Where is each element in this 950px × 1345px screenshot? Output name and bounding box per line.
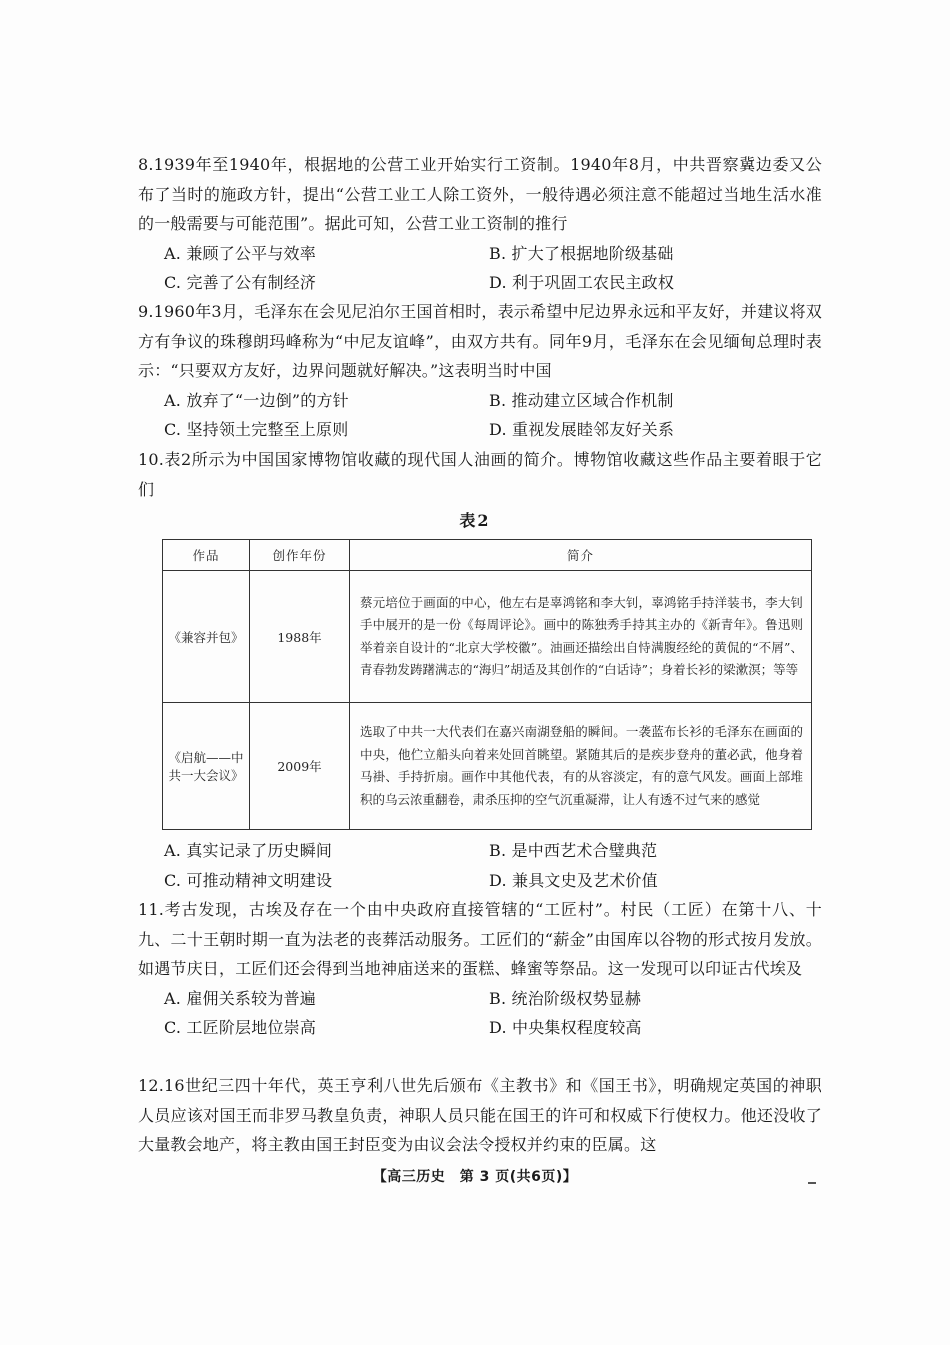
question-12	[138, 1071, 822, 1160]
option-a: A. 雇佣关系较为普遍	[164, 988, 316, 1008]
question-11-options	[138, 984, 822, 1043]
question-10-options	[138, 836, 822, 895]
option-d: D. 中央集权程度较高	[489, 1018, 642, 1037]
option-b: B. 统治阶级权势显赫	[489, 988, 642, 1008]
question-9	[138, 297, 822, 445]
option-c: C. 坚持领土完整至上原则	[164, 420, 349, 439]
question-8	[138, 150, 822, 298]
option-b: B. 是中西艺术合璧典范	[489, 841, 658, 860]
scan-mark	[808, 1182, 816, 1184]
question-10-options-block	[138, 836, 822, 895]
table-row	[163, 571, 812, 703]
option-c: C. 完善了公有制经济	[164, 273, 317, 292]
option-a: A. 放弃了“一边倒”的方针	[164, 390, 349, 410]
option-b: B. 推动建立区域合作机制	[489, 390, 674, 410]
option-d: D. 利于巩固工农民主政权	[489, 273, 675, 292]
question-10-stem: 10.表2所示为中国国家博物馆收藏的现代国人油画的简介。博物馆收藏这些作品主要着眼于它们	[138, 450, 822, 499]
option-a: A. 真实记录了历史瞬间	[164, 841, 333, 860]
header-work: 作品	[163, 540, 250, 571]
option-d: D. 兼具文史及艺术价值	[489, 870, 658, 890]
question-9-stem: 9.1960年3月，毛泽东在会见尼泊尔王国首相时，表示希望中尼边界永远和平友好，并建议将双方有争议的珠穆朗玛峰称为“中尼友谊峰”，由双方共有。同年9月，毛泽东在会见缅甸总理时表示：“只要双方友好，边界问题就好解决。”这表明当时中国	[138, 302, 822, 380]
question-11	[138, 895, 822, 1043]
cell-year: 2009年	[250, 703, 350, 830]
page-footer: 【高三历史 第 3 页(共6页)】	[372, 1169, 578, 1185]
cell-work: 《启航——中共一大会议》	[163, 703, 250, 830]
cell-work: 《兼容并包》	[163, 571, 250, 703]
question-8-options	[138, 239, 822, 298]
question-10	[138, 445, 822, 504]
table-row	[163, 703, 812, 830]
cell-intro: 选取了中共一大代表们在嘉兴南湖登船的瞬间。一袭蓝布长衫的毛泽东在画面的中央，他伫立船头向着来处回首眺望。紧随其后的是疾步登舟的董必武，他身着马褂、手持折扇。画作中其他代表，有的从容淡定，有的意气风发。画面上部堆积的乌云浓重翻卷，肃杀压抑的空气沉重凝滞，让人有透不过气来的感觉	[350, 703, 812, 830]
cell-intro: 蔡元培位于画面的中心，他左右是辜鸿铭和李大钊，辜鸿铭手持洋装书，李大钊手中展开的是一份《每周评论》。画中的陈独秀手持其主办的《新青年》。鲁迅则举着亲自设计的“北京大学校徽”。油画还描绘出自恃满腹经纶的黄侃的“不屑”、青春勃发踌躇满志的“海归”胡适及其创作的“白话诗”；身着长衫的梁漱溟；等等	[350, 571, 812, 703]
option-b: B. 扩大了根据地阶级基础	[489, 243, 674, 263]
option-c: C. 工匠阶层地位崇高	[164, 1018, 317, 1037]
table-header-row	[163, 540, 812, 571]
table-title: 表2	[459, 511, 491, 530]
option-c: C. 可推动精神文明建设	[164, 870, 333, 890]
option-d: D. 重视发展睦邻友好关系	[489, 420, 675, 439]
option-a: A. 兼顾了公平与效率	[164, 243, 316, 263]
painting-table	[162, 539, 812, 830]
question-9-options	[138, 386, 822, 445]
question-11-stem: 11.考古发现，古埃及存在一个由中央政府直接管辖的“工匠村”。村民（工匠）在第十八、十九、二十王朝时期一直为法老的丧葬活动服务。工匠们的“薪金”由国库以谷物的形式按月发放。如遇节庆日，工匠们还会得到当地神庙送来的蛋糕、蜂蜜等祭品。这一发现可以印证古代埃及	[138, 900, 822, 978]
header-intro: 简介	[350, 540, 812, 571]
header-year: 创作年份	[250, 540, 350, 571]
question-8-stem: 8.1939年至1940年，根据地的公营工业开始实行工资制。1940年8月，中共晋察冀边委又公布了当时的施政方针，提出“公营工业工人除工资外，一般待遇必须注意不能超过当地生活水准的一般需要与可能范围”。据此可知，公营工业工资制的推行	[138, 155, 822, 233]
cell-year: 1988年	[250, 571, 350, 703]
question-12-stem: 12.16世纪三四十年代，英王亨利八世先后颁布《主教书》和《国王书》，明确规定英国的神职人员应该对国王而非罗马教皇负责，神职人员只能在国王的许可和权威下行使权力。他还没收了大量教会地产，将主教由国王封臣变为由议会法令授权并约束的臣属。这	[138, 1076, 822, 1154]
